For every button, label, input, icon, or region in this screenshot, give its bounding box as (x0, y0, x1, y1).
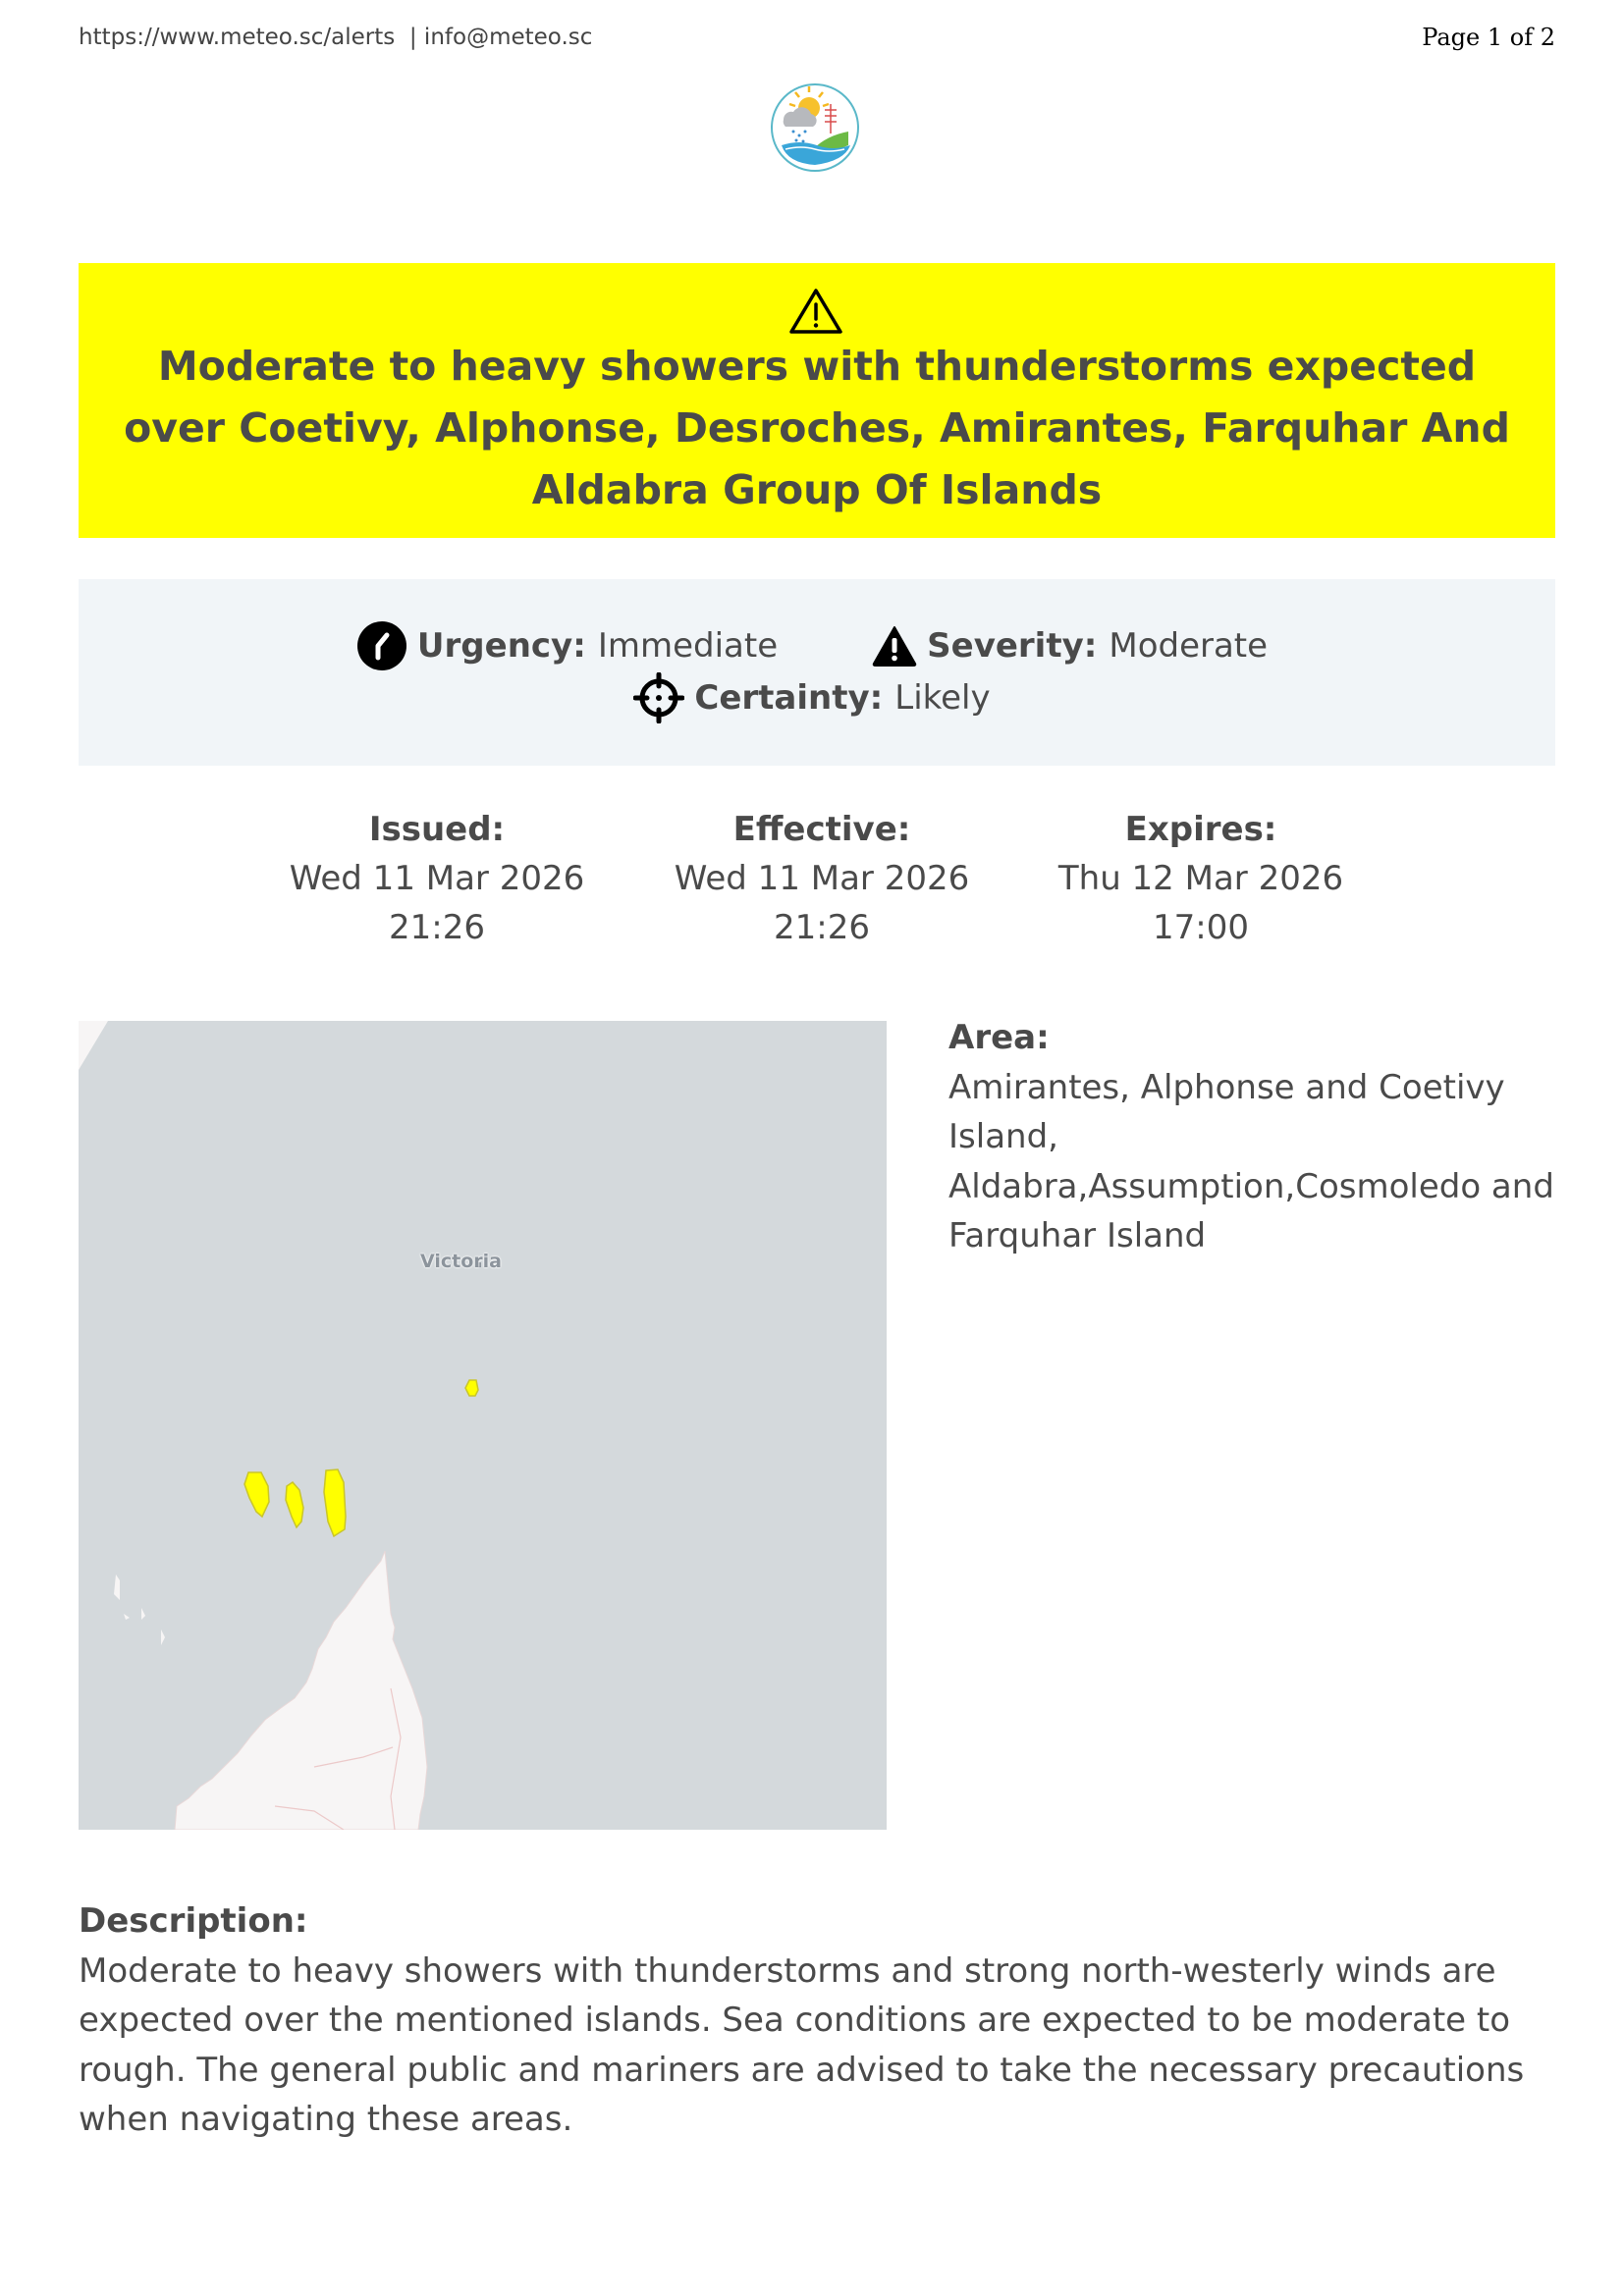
warning-triangle-icon (787, 287, 844, 336)
alert-zone-aldabra[interactable] (244, 1472, 269, 1517)
certainty-value: Likely (894, 678, 991, 718)
area-section (948, 1013, 1557, 1261)
area-line: Aldabra,Assumption,Cosmoledo and (948, 1166, 1554, 1206)
effective-date: Wed 11 Mar 2026 (674, 859, 970, 898)
header-contact: https://www.meteo.sc/alerts | info@meteo.sc (79, 25, 593, 50)
alert-zone-alphonse[interactable] (465, 1380, 478, 1396)
description-section (79, 1896, 1555, 2145)
certainty (633, 672, 990, 723)
expires-label: Expires: (1124, 810, 1277, 849)
meta-row-secondary (0, 672, 1624, 723)
area-label: Area: (948, 1018, 1050, 1057)
effective (625, 805, 1018, 952)
effective-time: 21:26 (774, 908, 870, 947)
alert-map[interactable] (79, 1021, 887, 1830)
expires (1004, 805, 1397, 952)
alert-banner (79, 263, 1555, 538)
crosshair-icon (633, 672, 684, 723)
alert-zone-cosmoledo[interactable] (286, 1482, 303, 1527)
description-text: Moderate to heavy showers with thunderstorms and strong north-westerly winds are expected over the mentioned islands. Sea conditions are expected to be moderate to rough. The general public and mariners are advised to take the necessary precautions when navigating these areas. (79, 1950, 1525, 2139)
area-line: Amirantes, Alphonse and Coetivy (948, 1067, 1505, 1107)
issued-label: Issued: (368, 810, 506, 849)
expires-time: 17:00 (1153, 908, 1249, 947)
urgency-label: Urgency: (416, 626, 586, 666)
land-corner (79, 1021, 108, 1070)
urgency (356, 620, 778, 671)
description-label: Description: (79, 1901, 308, 1941)
islet (114, 1575, 120, 1600)
severity-label: Severity: (927, 626, 1098, 666)
warning-icon (872, 625, 917, 667)
alert-title: Moderate to heavy showers with thunderstorms expected over Coetivy, Alphonse, Desroches, Amirantes, Farquhar And Aldabra Group Of Islands (124, 343, 1510, 513)
map-canvas (79, 1021, 887, 1830)
issued (241, 805, 633, 952)
clock-icon (356, 620, 407, 671)
map-label-victoria: Victoria (420, 1251, 502, 1272)
area-line: Island, (948, 1117, 1058, 1156)
islet (161, 1629, 165, 1645)
seychelles-meteorological-authority-logo (768, 80, 862, 175)
issued-time: 21:26 (389, 908, 485, 947)
land-madagascar (175, 1551, 427, 1830)
effective-label: Effective: (732, 810, 911, 849)
area-line: Farquhar Island (948, 1216, 1207, 1255)
page-indicator: Page 1 of 2 (1422, 24, 1555, 51)
alert-zone-farquhar[interactable] (324, 1469, 346, 1536)
severity-value: Moderate (1109, 626, 1269, 666)
islet (141, 1608, 145, 1620)
meta-row-primary (0, 620, 1624, 671)
certainty-label: Certainty: (694, 678, 884, 718)
expires-date: Thu 12 Mar 2026 (1057, 859, 1344, 898)
urgency-value: Immediate (597, 626, 779, 666)
issued-date: Wed 11 Mar 2026 (289, 859, 585, 898)
islet (124, 1614, 130, 1620)
severity (872, 625, 1268, 667)
